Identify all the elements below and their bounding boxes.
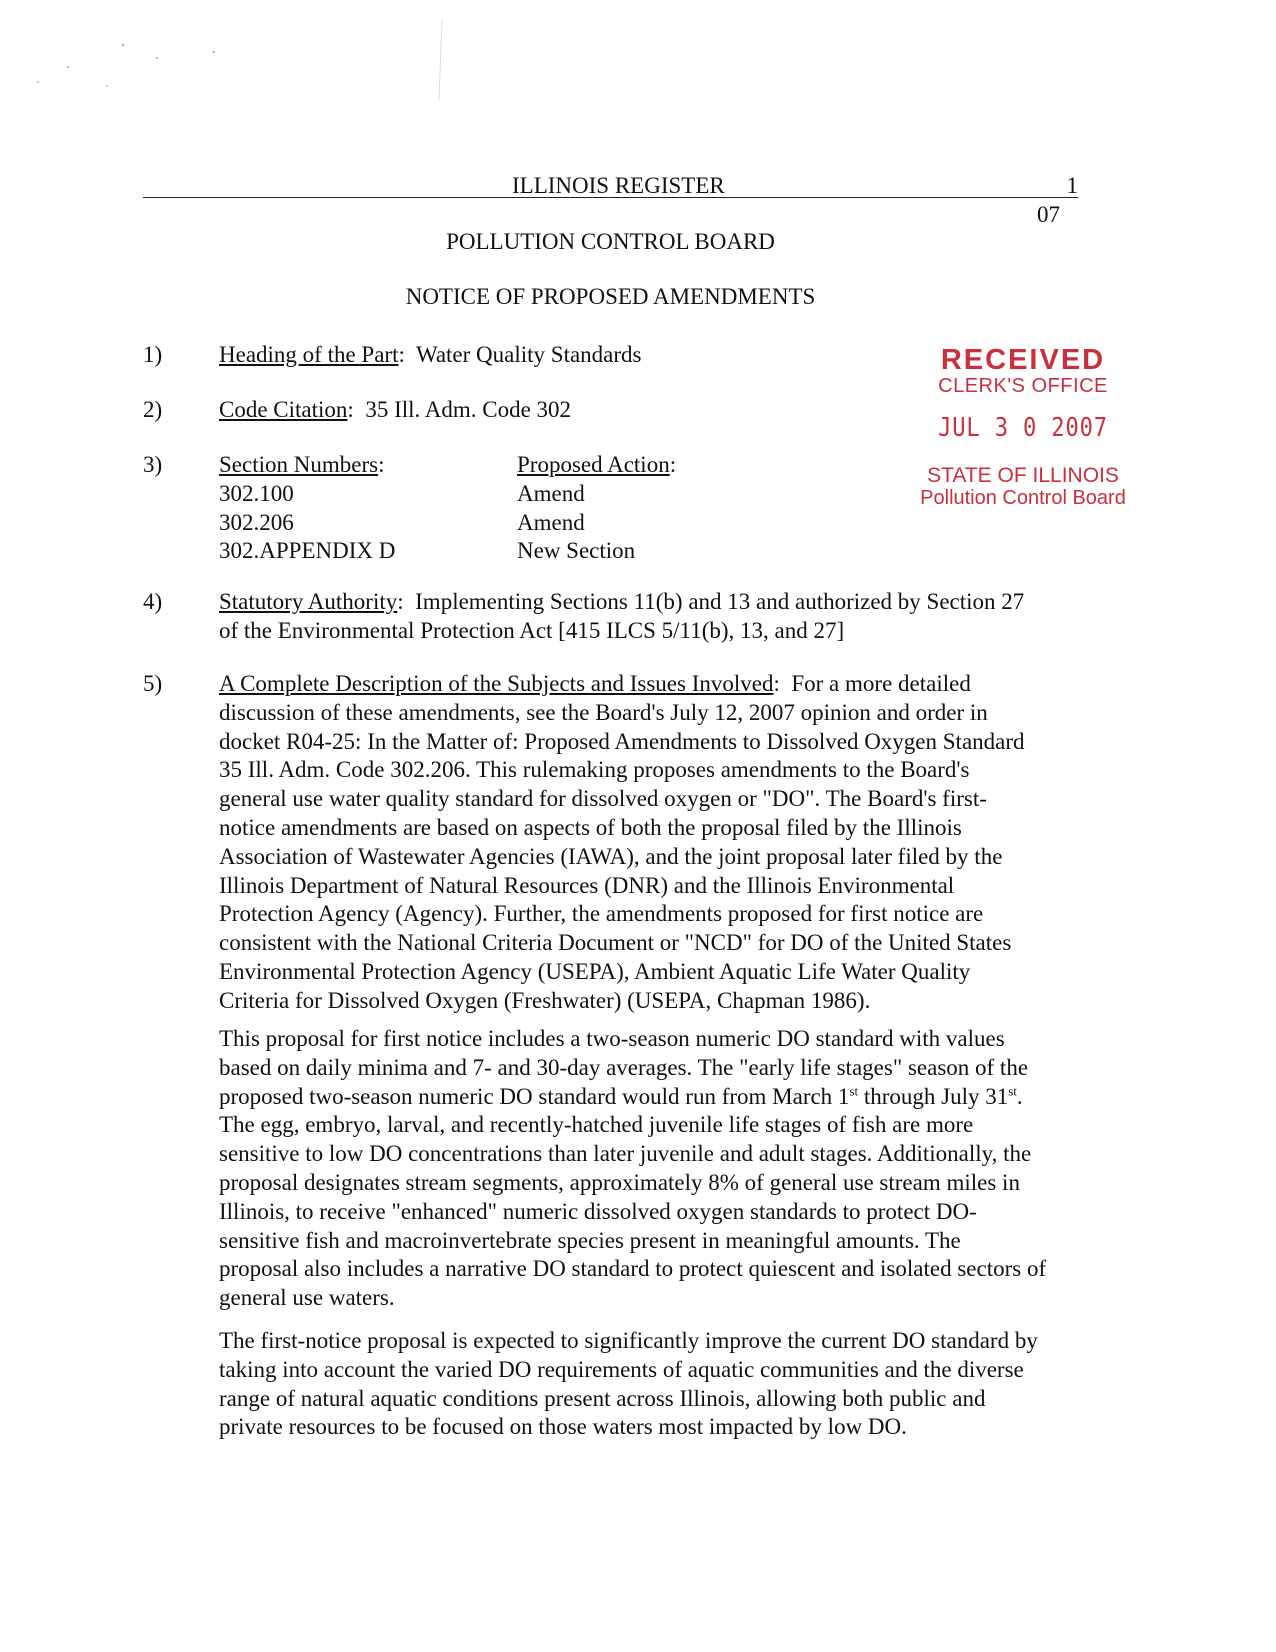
text-line: For a more detailed xyxy=(791,671,971,696)
register-header xyxy=(143,174,1078,198)
item-number: 2) xyxy=(143,397,163,422)
text-line: general use water quality standard for dissolved oxygen or "DO". The Board's first- xyxy=(219,786,987,812)
description-paragraph-2 xyxy=(219,1025,1099,1313)
text-line: Criteria for Dissolved Oxygen (Freshwater) (USEPA, Chapman 1986). xyxy=(219,987,871,1013)
proposed-action: Amend xyxy=(517,509,585,535)
proposed-action: New Section xyxy=(517,538,636,564)
text-line: The egg, embryo, larval, and recently-hatched juvenile life stages of fish are more xyxy=(219,1112,974,1138)
text-line: consistent with the National Criteria Document or "NCD" for DO of the United States xyxy=(219,930,1012,956)
text-line: Protection Agency (Agency). Further, the amendments proposed for first notice are xyxy=(219,901,984,927)
item-number: 3) xyxy=(143,452,163,477)
heading-of-part: Heading of the Part: Water Quality Standards xyxy=(219,342,642,367)
item-number: 5) xyxy=(143,671,163,696)
stamp-board: Pollution Control Board xyxy=(920,487,1126,509)
description-paragraph-3 xyxy=(219,1327,1099,1442)
section-number: 302.APPENDIX D xyxy=(219,538,396,564)
text-line: Illinois Department of Natural Resources (DNR) and the Illinois Environmental xyxy=(219,872,955,898)
text-line: This proposal for first notice includes a two-season numeric DO standard with values xyxy=(219,1026,1005,1051)
received-stamp xyxy=(893,345,1153,515)
notice-title: NOTICE OF PROPOSED AMENDMENTS xyxy=(405,284,816,309)
text-line: sensitive fish and macroinvertebrate species present in meaningful amounts. The xyxy=(219,1227,961,1253)
proposed-action-label: Proposed Action xyxy=(517,452,670,477)
item-value: 35 Ill. Adm. Code 302 xyxy=(365,397,572,422)
stamp-date: JUL 3 0 2007 xyxy=(938,413,1108,443)
item-number: 1) xyxy=(143,342,163,367)
text-line: based on daily minima and 7- and 30-day averages. The "early life stages" season of the xyxy=(219,1054,1029,1080)
text-line: taking into account the varied DO requirements of aquatic communities and the diverse xyxy=(219,1356,1024,1382)
register-year: 07 xyxy=(1037,202,1060,227)
text-line: Association of Wastewater Agencies (IAWA), and the joint proposal later filed by the xyxy=(219,843,1003,869)
text-line: Environmental Protection Agency (USEPA), Ambient Aquatic Life Water Quality xyxy=(219,958,971,984)
proposed-action: Amend xyxy=(517,480,585,506)
item-label: A Complete Description of the Subjects and Issues Involved xyxy=(219,671,774,696)
section-number: 302.206 xyxy=(219,509,294,535)
code-citation: Code Citation: 35 Ill. Adm. Code 302 xyxy=(219,397,572,422)
text-line: proposal also includes a narrative DO standard to protect quiescent and isolated sectors of xyxy=(219,1256,1047,1282)
text-line: notice amendments are based on aspects of both the proposal filed by the Illinois xyxy=(219,814,962,840)
text-line: 35 Ill. Adm. Code 302.206. This rulemaking proposes amendments to the Board's xyxy=(219,757,970,783)
authority-line: Implementing Sections 11(b) and 13 and authorized by Section 27 xyxy=(415,589,1025,614)
agency-title: POLLUTION CONTROL BOARD xyxy=(446,229,775,254)
statutory-authority: Statutory Authority: Implementing Sections 11(b) and 13 and authorized by Section 27 of the Environmental Protection Act [415 ILCS 5/11(b), 13, and 27] xyxy=(219,588,1099,646)
text-line: proposed two-season numeric DO standard would run from March 1st through July 31st. xyxy=(219,1082,1023,1109)
stamp-office: CLERK'S OFFICE xyxy=(938,375,1108,397)
stamp-state: STATE OF ILLINOIS xyxy=(927,464,1119,487)
authority-line: of the Environmental Protection Act [415 ILCS 5/11(b), 13, and 27] xyxy=(219,617,845,643)
register-page-number: 1 xyxy=(1066,173,1078,198)
proposed-action-list: Proposed Action: Amend Amend New Section xyxy=(517,451,676,566)
item-value: Water Quality Standards xyxy=(415,342,642,367)
section-numbers-label: Section Numbers xyxy=(219,452,379,477)
text-line: proposal designates stream segments, approximately 8% of general use stream miles in xyxy=(219,1169,1020,1195)
section-number: 302.100 xyxy=(219,480,294,506)
stamp-received: RECEIVED xyxy=(940,344,1106,376)
text-line: sensitive to low DO concentrations than later juvenile and adult stages. Additionally, the xyxy=(219,1141,1032,1167)
text-line: range of natural aquatic conditions present across Illinois, allowing both public and xyxy=(219,1385,986,1411)
scan-specks xyxy=(30,20,480,130)
register-title: ILLINOIS REGISTER xyxy=(512,173,725,198)
text-line: Illinois, to receive "enhanced" numeric dissolved oxygen standards to protect DO- xyxy=(219,1198,977,1224)
description-paragraph-1: A Complete Description of the Subjects and Issues Involved: For a more detailed discussion of these amendments, see the Board's July 12, 2007 opinion and order in docket R04-25: In the Matter of: Proposed Amendments to Dissolved Oxygen Standard 35 Ill. Adm. Code 302.206. This rulemaking proposes amendments to the Board's general use water quality standard for dissolved oxygen or "DO". The Board's first- notice amendments are based on aspects of both the proposal filed by the Illinois Association of Wastewater Agencies (IAWA), and the joint proposal later filed by the Illinois Department of Natural Resources (DNR) and the Illinois Environmental Protection Agency (Agency). Further, the amendments proposed for first notice are consistent with the National Criteria Document or "NCD" for DO of the United States Environmental Protection Agency (USEPA), Ambient Aquatic Life Water Quality Criteria for Dissolved Oxygen (Freshwater) (USEPA, Chapman 1986). xyxy=(219,670,1099,1016)
text-line: discussion of these amendments, see the Board's July 12, 2007 opinion and order in xyxy=(219,699,988,725)
item-label: Statutory Authority xyxy=(219,589,398,614)
text-line: The first-notice proposal is expected to significantly improve the current DO standard by xyxy=(219,1328,1038,1353)
item-label: Code Citation xyxy=(219,397,348,422)
text-line: docket R04-25: In the Matter of: Proposed Amendments to Dissolved Oxygen Standard xyxy=(219,728,1025,754)
text-line: private resources to be focused on those waters most impacted by low DO. xyxy=(219,1414,907,1440)
section-numbers-list: Section Numbers: 302.100 302.206 302.APPENDIX D xyxy=(219,451,1099,566)
item-number: 4) xyxy=(143,589,163,614)
text-line: general use waters. xyxy=(219,1285,395,1311)
item-label: Heading of the Part xyxy=(219,342,399,367)
